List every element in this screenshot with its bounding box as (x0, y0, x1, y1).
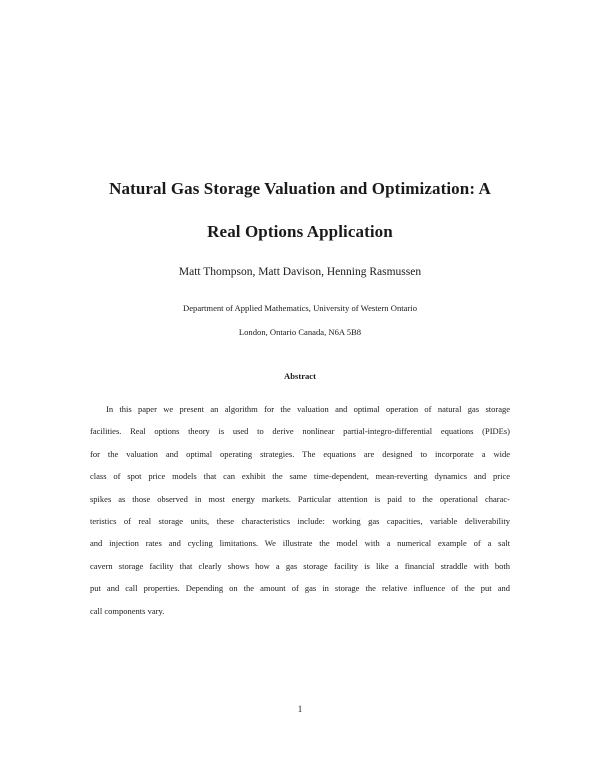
paper-authors: Matt Thompson, Matt Davison, Henning Rasmussen (178, 266, 422, 278)
abstract-line: spikes as those observed in most energy markets. Particular attention is paid to the operational charac- (90, 493, 510, 504)
page-number: 1 (297, 704, 303, 714)
abstract-line: for the valuation and optimal operating strategies. The equations are designed to incorporate a wide (90, 448, 510, 459)
abstract-heading: Abstract (284, 371, 316, 381)
affiliation-address: London, Ontario Canada, N6A 5B8 (238, 327, 362, 337)
abstract-line: and injection rates and cycling limitations. We illustrate the model with a numerical example of a salt (90, 538, 510, 549)
abstract-body (90, 398, 510, 622)
abstract-line: In this paper we present an algorithm for the valuation and optimal operation of natural gas storage (106, 404, 510, 414)
affiliation-department: Department of Applied Mathematics, University of Western Ontario (183, 303, 417, 313)
abstract-line: call components vary. (90, 605, 165, 616)
abstract-line: cavern storage facility that clearly shows how a gas storage facility is like a financial straddle with both (90, 560, 510, 571)
abstract-line: teristics of real storage units, these characteristics include: working gas capacities, variable deliverability (90, 515, 510, 526)
paper-title-line-1: Natural Gas Storage Valuation and Optimization: A (109, 179, 491, 198)
abstract-line: facilities. Real options theory is used to derive nonlinear partial-integro-differential equations (PIDEs) (90, 426, 510, 437)
abstract-line: put and call properties. Depending on the amount of gas in storage the relative influence of the put and (90, 583, 510, 594)
paper-title-line-2: Real Options Application (207, 222, 393, 241)
abstract-line: class of spot price models that can exhibit the same time-dependent, mean-reverting dynamics and price (90, 471, 510, 482)
